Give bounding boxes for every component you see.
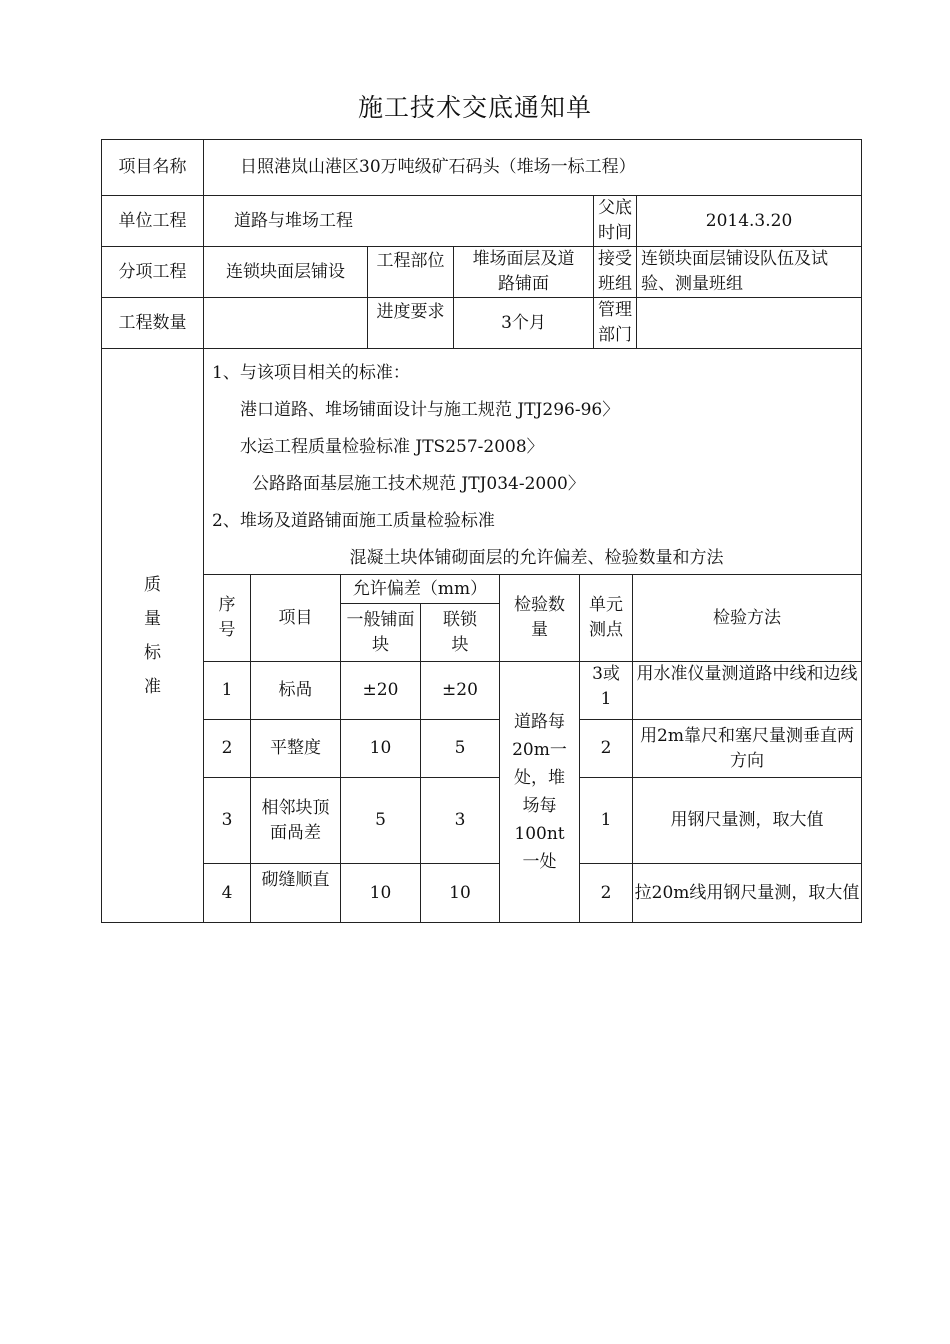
- inspection-heading: 2、堆场及道路铺面施工质量检验标准: [212, 511, 495, 531]
- qty-value: [204, 298, 368, 349]
- header-item: 项目: [251, 575, 341, 662]
- header-count: 检验数量: [500, 575, 580, 662]
- inspection-subtitle: 混凝土块体铺砌面层的允许偏差、检验数量和方法: [349, 548, 724, 568]
- tolerance-table: [203, 574, 862, 923]
- part-label: 工程部位: [368, 247, 454, 298]
- qty-label: 工程数量: [102, 298, 204, 349]
- quality-side-label: 质 量 标 准: [102, 349, 204, 923]
- handover-time-value: 2014.3.20: [637, 196, 862, 247]
- table-row: 2 平整度 10 5 2 用2m靠尺和塞尺量测垂直两方向: [204, 720, 862, 778]
- sub-value: 连锁块面层铺设: [204, 247, 368, 298]
- table-row: 3 相邻块顶面咼差 5 3 1 用钢尺量测，取大值: [204, 778, 862, 864]
- standard-item: 公路路面基层施工技术规范 JTJ034-2000〉: [252, 474, 585, 494]
- notice-table: [101, 139, 862, 923]
- project-name-label: 项目名称: [102, 140, 204, 196]
- header-general: 一般铺面块: [341, 604, 421, 662]
- progress-label: 进度要求: [368, 298, 454, 349]
- header-seq: 序号: [204, 575, 251, 662]
- dept-label: 管理部门: [594, 298, 637, 349]
- page-title: 施工技术交底通知单: [357, 93, 592, 122]
- part-value: 堆场面层及道路铺面: [454, 247, 594, 298]
- project-name-value: 日照港岚山港区30万吨级矿石码头（堆场一标工程）: [204, 140, 862, 196]
- standards-heading: 1、与该项目相关的标准：: [212, 363, 410, 383]
- inspection-count-merged: 道路每20m一处，堆场每100nt一处: [500, 662, 580, 923]
- quality-standards: [204, 349, 862, 923]
- unit-label: 单位工程: [102, 196, 204, 247]
- header-interlock: 联锁块: [421, 604, 500, 662]
- receive-label: 接受班组: [594, 247, 637, 298]
- standard-item: 港口道路、堆场铺面设计与施工规范 JTJ296-96〉: [240, 400, 620, 420]
- progress-value: 3个月: [454, 298, 594, 349]
- standard-item: 水运工程质量检验标准 JTS257-2008〉: [240, 437, 544, 457]
- header-tolerance: 允许偏差（mm）: [341, 575, 500, 604]
- header-method: 检验方法: [633, 575, 862, 662]
- table-row: 1 标咼 ±20 ±20 道路每20m一处，堆场每100nt一处 3或1 用水准仪量测道路中线和边线: [204, 662, 862, 720]
- handover-time-label: 父底时间: [594, 196, 637, 247]
- unit-value: 道路与堆场工程: [204, 196, 594, 247]
- sub-label: 分项工程: [102, 247, 204, 298]
- receive-value: 连锁块面层铺设队伍及试验、测量班组: [637, 247, 862, 298]
- dept-value: [637, 298, 862, 349]
- header-points: 单元测点: [580, 575, 633, 662]
- table-row: 4 砌缝顺直 10 10 2 拉20m线用钢尺量测，取大值: [204, 864, 862, 923]
